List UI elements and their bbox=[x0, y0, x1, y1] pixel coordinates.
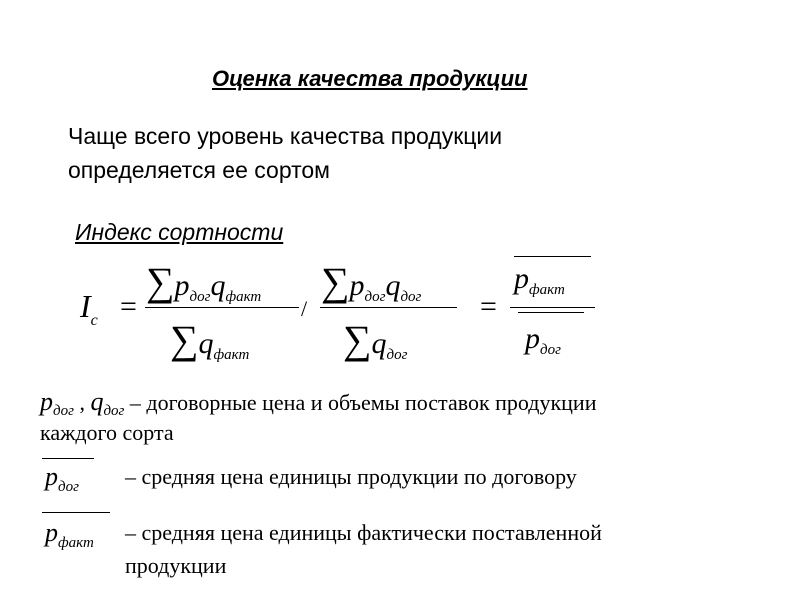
fraction1-bar bbox=[145, 307, 299, 308]
def-comma: , bbox=[73, 390, 91, 415]
var-q: q bbox=[371, 327, 387, 360]
intro-line-2: определяется ее сортом bbox=[68, 157, 330, 183]
def-pq-text: – договорные цена и объемы поставок продукции bbox=[124, 390, 597, 415]
var-q: q bbox=[198, 327, 214, 360]
var-p: p bbox=[349, 269, 365, 302]
fraction3-denominator bbox=[525, 322, 561, 356]
sub-dog: дог bbox=[400, 289, 422, 305]
fraction1-numerator bbox=[146, 259, 262, 305]
def-sub-dog: дог bbox=[53, 403, 74, 419]
sum-symbol: ∑ bbox=[343, 317, 372, 362]
var-p: p bbox=[174, 269, 190, 302]
var-p: p bbox=[514, 262, 529, 295]
formula-equals-1: = bbox=[120, 290, 137, 323]
sum-symbol: ∑ bbox=[321, 259, 350, 304]
formula-index-symbol bbox=[80, 288, 98, 329]
fraction1-denominator bbox=[170, 317, 250, 363]
sub-dog: дог bbox=[386, 347, 408, 363]
definition-avg-dog: – средняя цена единицы продукции по договору bbox=[125, 464, 577, 489]
avg-dog-p: p bbox=[45, 462, 58, 491]
sum-symbol: ∑ bbox=[170, 317, 199, 362]
sub-dog: дог bbox=[189, 289, 211, 305]
fraction2-numerator bbox=[321, 259, 422, 305]
sub-dog: дог bbox=[540, 342, 561, 358]
formula-slash: / bbox=[301, 296, 308, 321]
var-q: q bbox=[385, 269, 401, 302]
sub-dog: дог bbox=[364, 289, 386, 305]
avg-dog-sub: дог bbox=[58, 479, 79, 495]
intro-line-1: Чаще всего уровень качества продукции bbox=[68, 123, 503, 149]
avg-dog-overline bbox=[42, 458, 94, 459]
fraction3-numerator bbox=[514, 262, 565, 296]
page-title: Оценка качества продукции bbox=[212, 66, 528, 91]
avg-fakt-sub: факт bbox=[58, 535, 94, 551]
avg-fakt-p: p bbox=[45, 518, 58, 547]
def-sub-dog: дог bbox=[103, 403, 125, 419]
index-heading: Индекс сортности bbox=[75, 219, 284, 245]
fraction3-bar bbox=[510, 307, 595, 308]
sub-fakt: факт bbox=[213, 347, 250, 363]
var-p: p bbox=[525, 322, 540, 355]
definition-avg-fakt: – средняя цена единицы фактически поставленной bbox=[125, 520, 602, 545]
mean-overline-dog bbox=[518, 312, 584, 313]
formula-I-subscript: c bbox=[90, 312, 98, 329]
def-var-q: q bbox=[90, 387, 104, 416]
definition-p-q bbox=[40, 387, 596, 417]
mean-overline-fakt bbox=[514, 256, 591, 257]
avg-dog-symbol bbox=[45, 462, 79, 495]
formula-equals-2: = bbox=[480, 290, 497, 323]
var-q: q bbox=[210, 269, 226, 302]
avg-fakt-symbol bbox=[45, 518, 94, 551]
def-var-p: p bbox=[40, 387, 53, 416]
formula-I: I bbox=[80, 288, 91, 324]
fraction2-bar bbox=[320, 307, 457, 308]
avg-fakt-overline bbox=[42, 512, 110, 513]
definition-avg-fakt-continued: продукции bbox=[125, 553, 227, 578]
fraction2-denominator bbox=[343, 317, 408, 363]
sub-fakt: факт bbox=[529, 282, 565, 298]
sum-symbol: ∑ bbox=[146, 259, 175, 304]
definition-p-q-continued: каждого сорта bbox=[40, 420, 174, 445]
sub-fakt: факт bbox=[225, 289, 262, 305]
